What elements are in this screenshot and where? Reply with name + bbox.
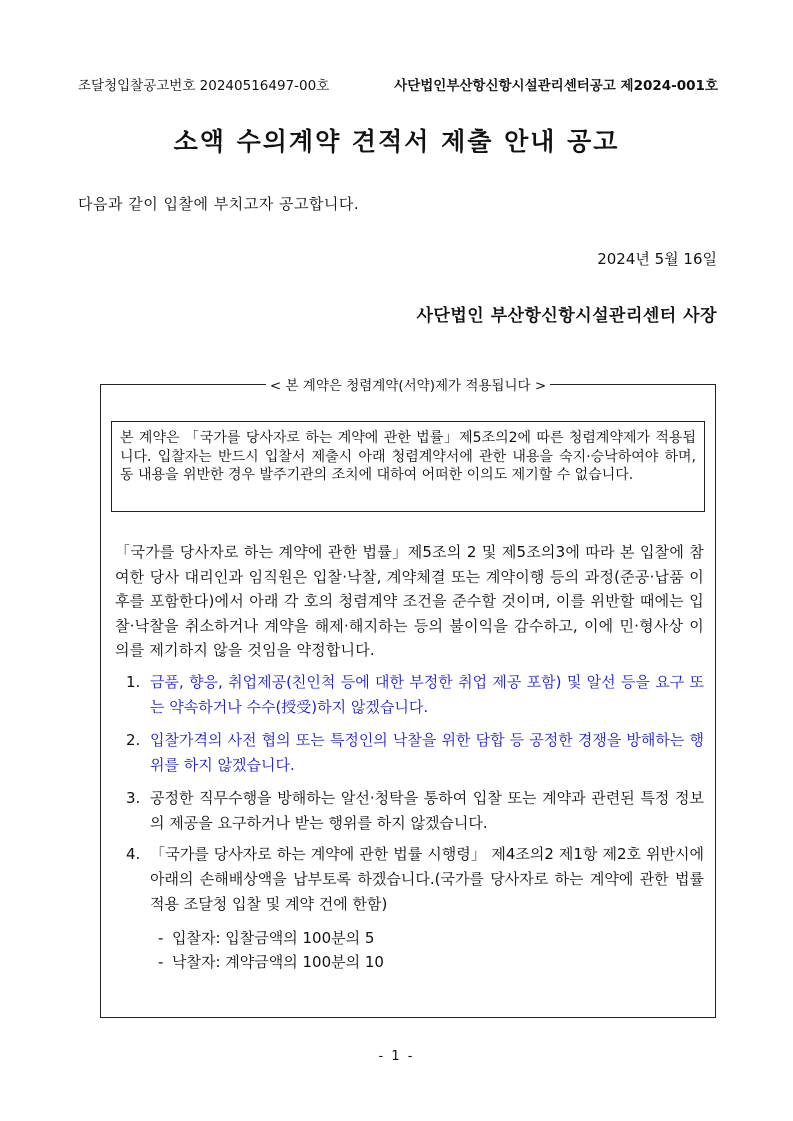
page-number: - 1 - bbox=[378, 1049, 415, 1064]
list-item bbox=[126, 786, 704, 836]
item-number: 3. bbox=[126, 789, 141, 807]
intro-text: 다음과 같이 입찰에 부치고자 공고합니다. bbox=[78, 195, 360, 213]
item-number: 4. bbox=[126, 845, 141, 863]
item-text: 금품, 향응, 취업제공(친인척 등에 대한 부정한 취업 제공 포함) 및 알선 등을 요구 또는 약속하거나 수수(授受)하지 않겠습니다. bbox=[150, 673, 704, 716]
integrity-caption: < 본 계약은 청렴계약(서약)제가 적용됩니다 > bbox=[266, 374, 550, 394]
bid-notice-number: 조달청입찰공고번호 20240516497-00호 bbox=[78, 78, 330, 94]
integrity-items bbox=[126, 670, 704, 925]
item-number: 1. bbox=[126, 673, 141, 691]
notice-date: 2024년 5월 16일 bbox=[597, 250, 717, 268]
damages-text: 낙찰자: 계약금액의 100분의 10 bbox=[172, 953, 384, 971]
signer: 사단법인 부산항신항시설관리센터 사장 bbox=[416, 306, 717, 326]
list-item bbox=[126, 670, 704, 720]
page-title: 소액 수의계약 견적서 제출 안내 공고 bbox=[173, 127, 620, 156]
header-line bbox=[78, 74, 718, 94]
integrity-notice-box: 본 계약은 「국가를 당사자로 하는 계약에 관한 법률」제5조의2에 따른 청렴계약제가 적용됩니다. 입찰자는 반드시 입찰서 제출시 아래 청렴계약서에 관한 내용을 숙지·승낙하여야 하며, 동 내용을 위반한 경우 발주기관의 조치에 대하여 어떠한 이의도 제기할 수 없습니다. bbox=[111, 421, 705, 512]
list-item bbox=[126, 842, 704, 917]
damages-text: 입찰자: 입찰금액의 100분의 5 bbox=[172, 929, 375, 947]
item-text: 공정한 직무수행을 방해하는 알선·청탁을 통하여 입찰 또는 계약과 관련된 특정 정보의 제공을 요구하거나 받는 행위를 하지 않겠습니다. bbox=[150, 789, 704, 832]
item-text: 「국가를 당사자로 하는 계약에 관한 법률 시행령」 제4조의2 제1항 제2호 위반시에 아래의 손해배상액을 납부토록 하겠습니다.(국가를 당사자로 하는 계약에 관한 법률 적용 조달청 입찰 및 계약 건에 한함) bbox=[150, 845, 704, 913]
damages-bidder bbox=[158, 926, 374, 950]
dash: - bbox=[158, 929, 164, 947]
list-item bbox=[126, 728, 704, 778]
damages-winner bbox=[158, 950, 384, 974]
issuer-notice-number: 사단법인부산항신항시설관리센터공고 제2024-001호 bbox=[394, 78, 718, 94]
item-number: 2. bbox=[126, 731, 141, 749]
integrity-pledge: 「국가를 당사자로 하는 계약에 관한 법률」제5조의 2 및 제5조의3에 따라 본 입찰에 참여한 당사 대리인과 임직원은 입찰·낙찰, 계약체결 또는 계약이행 등의 과정(준공·납품 이후를 포함한다)에서 아래 각 호의 청렴계약 조건을 준수할 것이며, 이를 위반할 때에는 입찰·낙찰을 취소하거나 계약을 해제·해지하는 등의 불이익을 감수하고, 이에 민·형사상 이의를 제기하지 않을 것임을 약정합니다. bbox=[115, 543, 704, 659]
item-text: 입찰가격의 사전 협의 또는 특정인의 낙찰을 위한 담합 등 공정한 경쟁을 방해하는 행위를 하지 않겠습니다. bbox=[150, 731, 704, 774]
dash: - bbox=[158, 953, 164, 971]
